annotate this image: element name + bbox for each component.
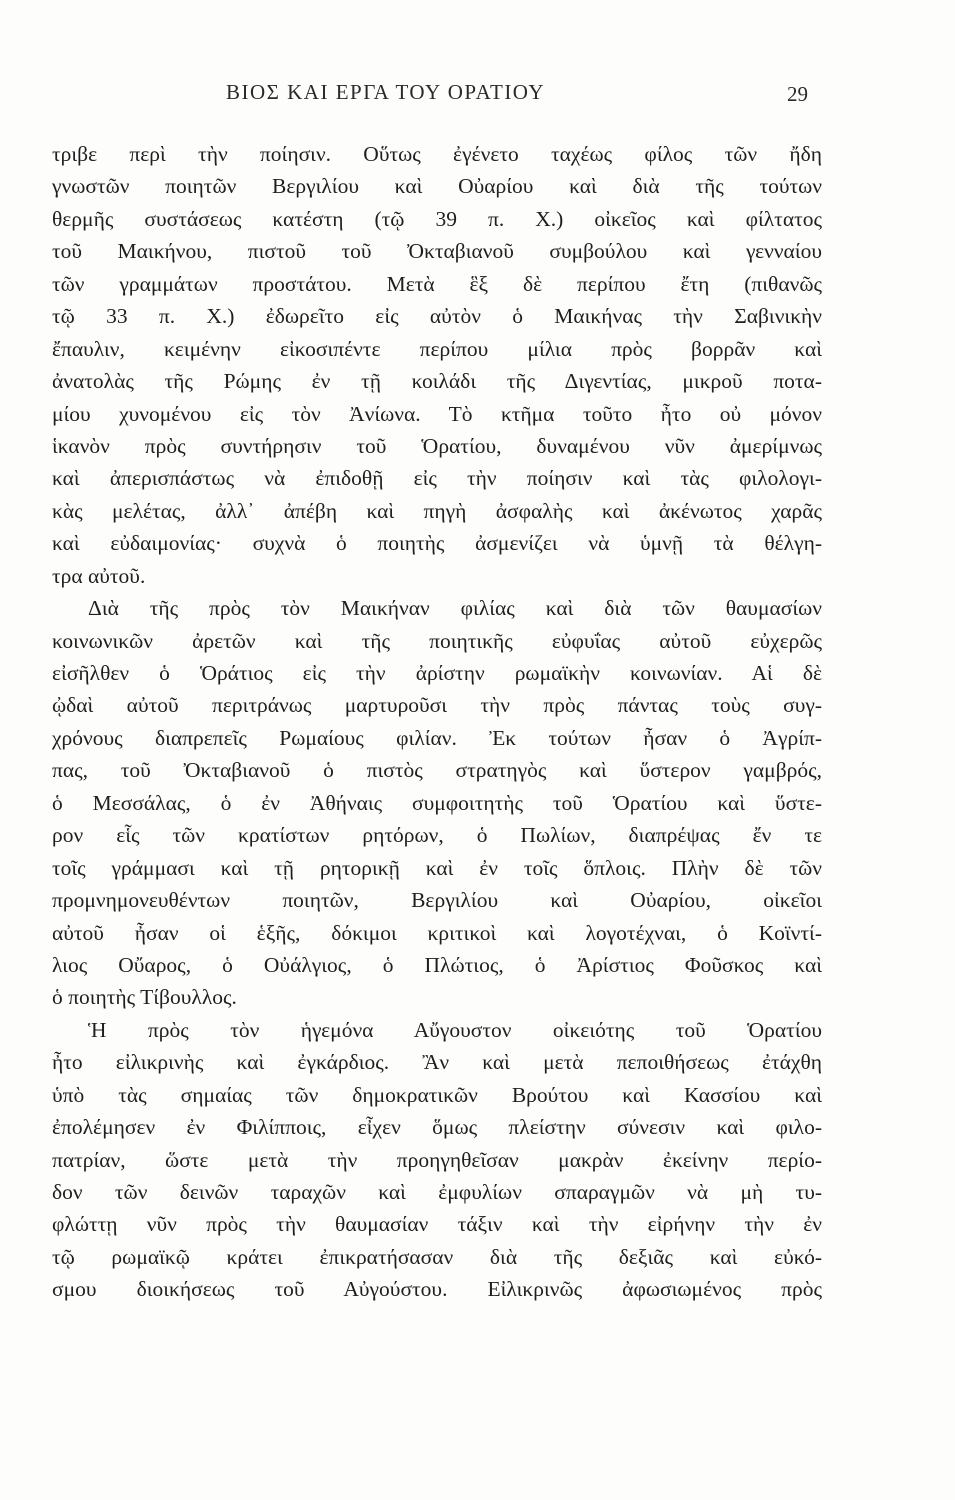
text-line: τοῖς γράμμασι καὶ τῇ ρητορικῇ καὶ ἐν τοῖς ὅπλοις. Πλὴν δὲ τῶν: [52, 855, 822, 880]
text-line: χρόνους διαπρεπεῖς Ρωμαίους φιλίαν. Ἐκ τούτων ἦσαν ὁ Ἀγρίπ-: [52, 725, 822, 750]
text-line: ὑπὸ τὰς σημαίας τῶν δημοκρατικῶν Βρούτου καὶ Κασσίου καὶ: [52, 1082, 822, 1107]
text-line: καὶ εὐδαιμονίας· συχνὰ ὁ ποιητὴς ἀσμενίζει νὰ ὑμνῇ τὰ θέλγη-: [52, 531, 822, 556]
body-text: [52, 138, 822, 1306]
text-line: τῶν γραμμάτων προστάτου. Μετὰ ἓξ δὲ περίπου ἔτη (πιθανῶς: [52, 271, 822, 296]
text-line: ὁ Μεσσάλας, ὁ ἐν Ἀθήναις συμφοιτητὴς τοῦ Ὁρατίου καὶ ὕστε-: [52, 790, 822, 815]
text-line: τῷ ρωμαϊκῷ κράτει ἐπικρατήσασαν διὰ τῆς δεξιᾶς καὶ εὐκό-: [52, 1244, 822, 1269]
text-line: ἐπολέμησεν ἐν Φιλίπποις, εἶχεν ὅμως πλείστην σύνεσιν καὶ φιλο-: [52, 1115, 822, 1140]
text-line: γνωστῶν ποιητῶν Βεργιλίου καὶ Οὐαρίου καὶ διὰ τῆς τούτων: [52, 174, 822, 199]
text-line: θερμῆς συστάσεως κατέστη (τῷ 39 π. Χ.) οἰκεῖος καὶ φίλτατος: [52, 206, 822, 231]
text-line: φλώττῃ νῦν πρὸς τὴν θαυμασίαν τάξιν καὶ τὴν εἰρήνην τὴν ἐν: [52, 1212, 822, 1237]
text-line: τοῦ Μαικήνου, πιστοῦ τοῦ Ὀκταβιανοῦ συμβούλου καὶ γενναίου: [52, 239, 822, 264]
text-line: πας, τοῦ Ὀκταβιανοῦ ὁ πιστὸς στρατηγὸς καὶ ὕστερον γαμβρός,: [52, 758, 822, 783]
text-line: ἱκανὸν πρὸς συντήρησιν τοῦ Ὁρατίου, δυναμένου νῦν ἀμερίμνως: [52, 433, 822, 458]
text-line: ἦτο εἰλικρινὴς καὶ ἐγκάρδιος. Ἂν καὶ μετὰ πεποιθήσεως ἐτάχθη: [52, 1050, 822, 1075]
text-line: ὁ ποιητὴς Τίβουλλος.: [52, 985, 237, 1010]
text-line: σμου διοικήσεως τοῦ Αὐγούστου. Εἰλικρινῶς ἀφωσιωμένος πρὸς: [52, 1277, 822, 1302]
text-line: δον τῶν δεινῶν ταραχῶν καὶ ἐμφυλίων σπαραγμῶν νὰ μὴ τυ-: [52, 1180, 822, 1204]
text-line: ᾠδαὶ αὐτοῦ περιτράνως μαρτυροῦσι τὴν πρὸς πάντας τοὺς συγ-: [52, 693, 822, 718]
text-line: Ἡ πρὸς τὸν ἡγεμόνα Αὔγουστον οἰκειότης τοῦ Ὁρατίου: [88, 1017, 822, 1042]
text-line: κοινωνικῶν ἀρετῶν καὶ τῆς ποιητικῆς εὐφυΐας αὐτοῦ εὐχερῶς: [52, 628, 822, 653]
text-line: τρα αὐτοῦ.: [52, 563, 146, 588]
text-line: τῷ 33 π. Χ.) ἐδωρεῖτο εἰς αὐτὸν ὁ Μαικήνας τὴν Σαβινικὴν: [52, 304, 822, 329]
text-line: πατρίαν, ὥστε μετὰ τὴν προηγηθεῖσαν μακρὰν ἐκείνην περίο-: [52, 1147, 822, 1172]
text-line: καὶ ἀπερισπάστως νὰ ἐπιδοθῇ εἰς τὴν ποίησιν καὶ τὰς φιλολογι-: [52, 466, 822, 491]
text-line: ἀνατολὰς τῆς Ρώμης ἐν τῇ κοιλάδι τῆς Διγεντίας, μικροῦ ποτα-: [52, 369, 822, 394]
text-line: μίου χυνομένου εἰς τὸν Ἀνίωνα. Τὸ κτῆμα τοῦτο ἦτο οὐ μόνον: [52, 401, 822, 426]
text-line: τριβε περὶ τὴν ποίησιν. Οὕτως ἐγένετο ταχέως φίλος τῶν ἤδη: [52, 142, 822, 166]
text-line: Διὰ τῆς πρὸς τὸν Μαικήναν φιλίας καὶ διὰ τῶν θαυμασίων: [88, 596, 822, 621]
text-line: προμνημονευθέντων ποιητῶν, Βεργιλίου καὶ Οὐαρίου, οἰκεῖοι: [52, 888, 822, 913]
text-line: αὐτοῦ ἦσαν οἱ ἑξῆς, δόκιμοι κριτικοὶ καὶ λογοτέχναι, ὁ Κοϊντί-: [52, 920, 822, 945]
text-line: κὰς μελέτας, ἀλλ᾽ ἀπέβη καὶ πηγὴ ἀσφαλὴς καὶ ἀκένωτος χαρᾶς: [52, 498, 822, 523]
text-line: λιος Οὔαρος, ὁ Οὐάλγιος, ὁ Πλώτιος, ὁ Ἀρίστιος Φοῦσκος καὶ: [52, 952, 822, 977]
running-header: [0, 80, 955, 110]
text-line: ἔπαυλιν, κειμένην εἰκοσιπέντε περίπου μίλια πρὸς βορρᾶν καὶ: [52, 336, 822, 361]
text-line: ρον εἷς τῶν κρατίστων ρητόρων, ὁ Πωλίων, διαπρέψας ἔν τε: [52, 823, 822, 848]
text-line: εἰσῆλθεν ὁ Ὁράτιος εἰς τὴν ἀρίστην ρωμαϊκὴν κοινωνίαν. Αἱ δὲ: [52, 661, 822, 685]
page-number: 29: [787, 82, 808, 106]
running-title: ΒΙΟΣ ΚΑΙ ΕΡΓΑ ΤΟΥ ΟΡΑΤΙΟΥ: [226, 80, 546, 104]
